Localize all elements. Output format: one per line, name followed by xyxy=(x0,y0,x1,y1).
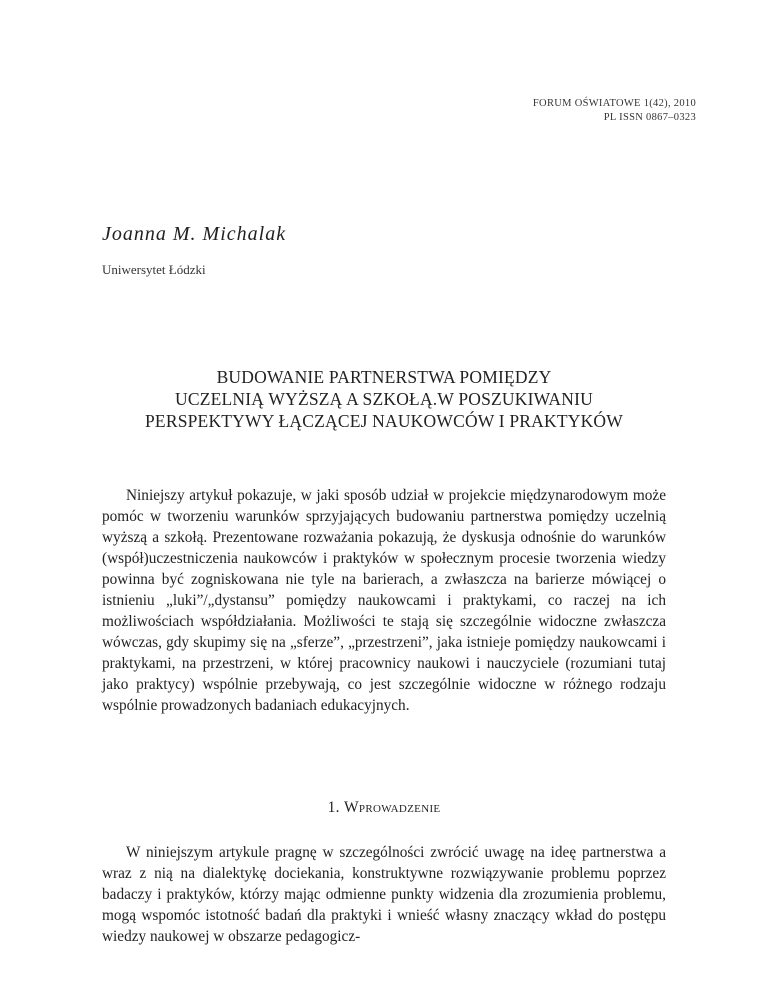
journal-issn: PL ISSN 0867–0323 xyxy=(603,112,696,123)
journal-name: FORUM OŚWIATOWE 1(42), 2010 xyxy=(532,98,696,109)
section-heading xyxy=(102,799,666,817)
section-title: Wprowadzenie xyxy=(343,799,441,816)
body-paragraph: W niniejszym artykule pragnę w szczególności zwrócić uwagę na ideę partnerstwa a wraz z nią na dialektykę dociekania, konstruktywne rozwiązywanie problemu poprzez badaczy i praktyków, którzy mając odmienne punkty widzenia dla zrozumienia problemu, mogą wspomóc istotność badań dla praktyki i wnieść własny znaczący wkład do postępu wiedzy naukowej w obszarze pedagogicz- xyxy=(102,844,666,945)
journal-info xyxy=(533,97,696,125)
author-affiliation: Uniwersytet Łódzki xyxy=(102,262,206,277)
title-line-3: PERSPEKTYWY ŁĄCZĄCEJ NAUKOWCÓW I PRAKTYKÓW xyxy=(145,411,623,431)
body-text xyxy=(102,842,666,947)
abstract xyxy=(102,485,666,716)
abstract-text: Niniejszy artykuł pokazuje, w jaki sposób udział w projekcie międzynarodowym może pomóc w tworzeniu warunków sprzyjających budowaniu partnerstwa pomiędzy uczelnią wyższą a szkołą. Prezentowane rozważania pokazują, że dyskusja odnośnie do warunków (współ)uczestniczenia naukowców i praktyków w społecznym procesie tworzenia wiedzy powinna być zogniskowana nie tyle na barierach, a zwłaszcza na barierze mówiącej o istnieniu „luki”/„dystansu” pomiędzy naukowcami i praktykami, co raczej na ich możliwościach współdziałania. Możliwości te stają się szczególnie widoczne zwłaszcza wówczas, gdy skupimy się na „sferze”, „przestrzeni”, jaka istnieje pomiędzy naukowcami i praktykami, na przestrzeni, w której pracownicy naukowi i nauczyciele (rozumiani tutaj jako praktycy) wspólnie przebywają, co jest szczególnie widoczne w różnego rodzaju wspólnie prowadzonych badaniach edukacyjnych. xyxy=(102,487,666,714)
article-title xyxy=(60,366,708,432)
author-name: Joanna M. Michalak xyxy=(102,223,287,245)
title-line-1: BUDOWANIE PARTNERSTWA POMIĘDZY xyxy=(216,367,552,387)
section-number: 1. xyxy=(327,799,340,816)
title-line-2: UCZELNIĄ WYŻSZĄ A SZKOŁĄ.W POSZUKIWANIU xyxy=(175,389,593,409)
